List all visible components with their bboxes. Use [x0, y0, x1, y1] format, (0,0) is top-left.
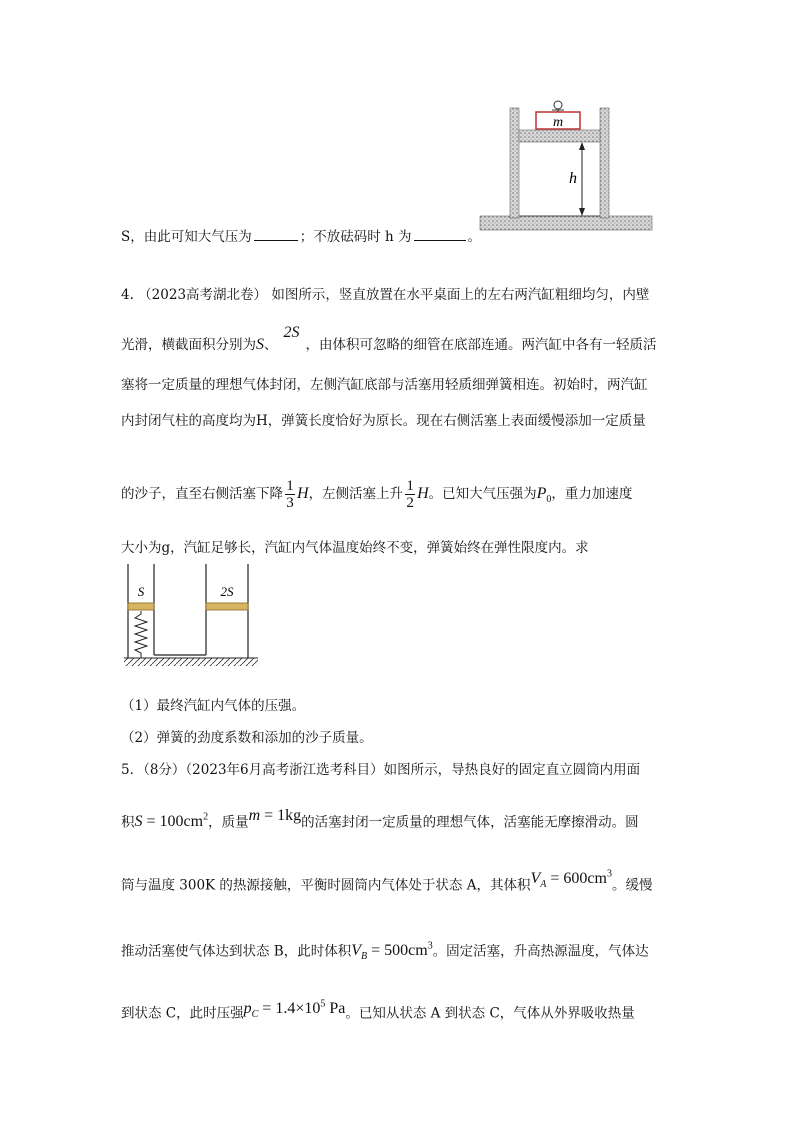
area-expression: $S = 100cm^2$ — [134, 812, 209, 831]
cylinder-figure-top — [476, 96, 656, 236]
answer-blank-pressure[interactable] — [254, 226, 298, 241]
p0-symbol: $P_0$ — [536, 485, 552, 506]
q3-answer-line: S，由此可知大气压为 ；不放砝码时 h 为 。 — [121, 226, 481, 247]
answer-blank-h[interactable] — [414, 226, 466, 241]
q5-line-3: 筒与温度 300K 的热源接触，平衡时圆筒内气体处于状态 A，其体积$V_A = 600cm^3$。缓慢 — [121, 869, 653, 894]
q4-line-5: 的沙子，直至右侧活塞下降 $\frac{1}{3}$ H，左侧活塞上升 $\frac{1}{2}$ H。已知大气压强为$P_0$，重力加速度 — [121, 478, 633, 511]
q5-line-1: 5．（8分）（2023年6月高考浙江选考科目）如图所示，导热良好的固定直立圆筒内用面 — [121, 762, 641, 778]
right-area-label: 2S — [220, 584, 234, 599]
q5-line-5: 到状态 C，此时压强$p_C = 1.4\times 10^5$ Pa。已知从状态 A 到状态 C，气体从外界吸收热量 — [121, 999, 635, 1022]
weight-label: m — [552, 115, 564, 130]
mass-expression: m = 1kg — [248, 807, 302, 825]
q4-line-1: 4. （2023高考湖北卷） 如图所示，竖直放置在水平桌面上的左右两汽缸粗细均匀，内壁 — [121, 287, 650, 303]
q4-line-3: 塞将一定质量的理想气体封闭，左侧汽缸底部与活塞用轻质细弹簧相连。初始时，两汽缸 — [121, 377, 648, 393]
volume-a-expression: $V_A = 600cm^3$ — [530, 869, 612, 891]
q4-line-6: 大小为g，汽缸足够长，汽缸内气体温度始终不变，弹簧始终在弹性限度内。求 — [121, 540, 589, 556]
area-2s: 2S — [283, 324, 300, 341]
two-cylinder-figure — [122, 562, 262, 672]
height-label: h — [569, 170, 577, 187]
q5-line-2: 积$S = 100cm^2$，质量m = 1kg的活塞封闭一定质量的理想气体，活塞能无摩擦滑动。圆 — [121, 807, 639, 831]
fraction-one-half: $\frac{1}{2}$ — [406, 478, 414, 511]
left-area-label: S — [137, 584, 145, 599]
area-s: S — [256, 336, 264, 353]
pressure-c-expression: $p_C = 1.4\times 10^5$ Pa — [243, 999, 346, 1021]
fraction-one-third: $\frac{1}{3}$ — [286, 478, 294, 511]
q5-line-4: 推动活塞使气体达到状态 B，此时体积$V_B = 500cm^3$。固定活塞，升高热源温度，气体达 — [121, 941, 649, 963]
volume-b-expression: $V_B = 500cm^3$ — [351, 941, 433, 963]
q4-sub-question-2: （2）弹簧的劲度系数和添加的沙子质量。 — [121, 730, 373, 746]
q4-line-2: 光滑，横截面积分别为S、2S，由体积可忽略的细管在底部连通。两汽缸中各有一轻质活 — [121, 324, 657, 353]
q4-line-4: 内封闭气柱的高度均为H，弹簧长度恰好为原长。现在右侧活塞上表面缓慢添加一定质量 — [121, 413, 646, 429]
q4-sub-question-1: （1）最终汽缸内气体的压强。 — [121, 698, 306, 714]
